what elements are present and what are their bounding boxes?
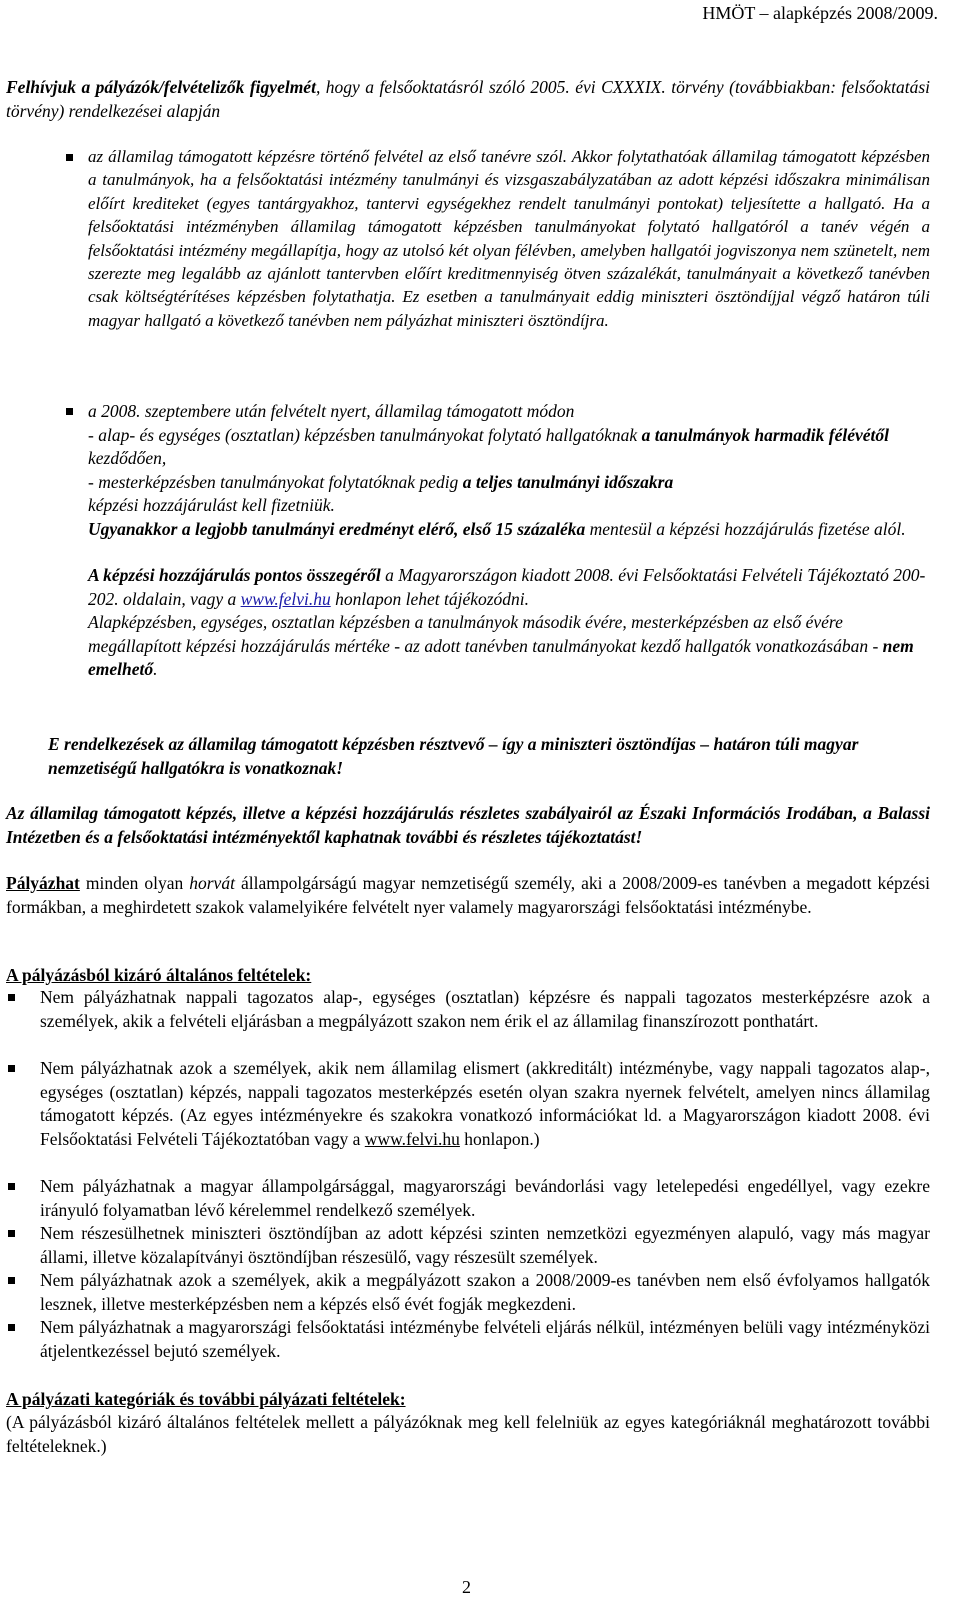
- eligibility-lead: Pályázhat: [6, 873, 80, 893]
- exclusion-heading: A pályázásból kizáró általános feltételek:: [6, 965, 312, 985]
- fee-exemption-bold: Ugyanakkor a legjobb tanulmányi eredményt elérő, első 15 százaléka: [88, 518, 586, 539]
- bullet-continuation-rule: az államilag támogatott képzésre történő felvétel az első tanévre szól. Akkor folytathatóak államilag támogatott képzésben a tanulmányok, ha a felsőoktatási intézmény tanulmányi és vizsgaszabályzatában az adott képzési időszakra minimálisan előírt krediteket (egyes tantárgyakhoz, tantervi egységekhez rendelt tanulmányi pontokat) teljesítette a hallgató. Ha a felsőoktatási intézményben államilag támogatott képzésben tanulmányokat folytató hallgatóról a tanév végén a felsőoktatási intézmény megállapítja, hogy az utolsó két olyan félévben, amelyben hallgatói jogviszonya nem szünetelt, nem szerezte meg legalább az ajánlott tantervben előírt kreditmennyiség ötven százalékát, tanulmányait a következő tanévben csak költségtérítéses képzésben folytathatja. Ez esetben a tanulmányait eddig miniszteri ösztöndíjjal végző határon túli magyar hallgató a következő tanévben nem pályázhat miniszteri ösztöndíjra.: [88, 147, 930, 330]
- bullet-fee-rule: [88, 400, 930, 682]
- exclusion-item: Nem pályázhatnak azok a személyek, akik a megpályázott szakon a 2008/2009-es tanévben nem első évfolyamos hallgatók lesznek, illetve mesterképzésben nem a képzés első évét fogják megkezdeni.: [40, 1270, 930, 1314]
- bullet-marker: [8, 1183, 15, 1190]
- fee-no-increase: [88, 611, 930, 682]
- fee-dash-2: [88, 471, 930, 495]
- fee-dash-1-tail: kezdődően,: [88, 448, 167, 468]
- fee-no-increase-bold: nem emelhető: [88, 635, 914, 679]
- bullet-marker: [66, 154, 73, 161]
- exclusion-item-2-tail: honlapon.): [459, 1128, 540, 1149]
- fee-exemption-tail: mentesül a képzési hozzájárulás fizetése alól.: [585, 518, 906, 539]
- applicability-note: E rendelkezések az államilag támogatott képzésben résztvevő – így a miniszteri ösztöndíjas – határon túli magyar nemzetiségű hallgatókra is vonatkoznak!: [48, 734, 859, 778]
- fee-dash-2-bold: a teljes tanulmányi időszakra: [462, 471, 674, 492]
- fee-amount-bold: A képzési hozzájárulás pontos összegéről: [88, 565, 381, 585]
- fee-amount-tail: honlapon lehet tájékozódni.: [330, 588, 530, 609]
- fee-dash-1-text: - alap- és egységes (osztatlan) képzésben tanulmányokat folytató hallgatóknak: [88, 424, 642, 445]
- bullet-marker: [8, 1230, 15, 1237]
- fee-dash-2-text: - mesterképzésben tanulmányokat folytatóknak pedig: [88, 471, 463, 492]
- eligibility-paragraph: [6, 871, 930, 919]
- intro-lead: Felhívjuk a pályázók/felvételizők figyelmét: [6, 77, 316, 97]
- fee-no-increase-text: Alapképzésben, egységes, osztatlan képzésben a tanulmányok második évére, mesterképzésben az első évére megállapított képzési hozzájárulás mértéke - az adott tanévben tanulmányokat kezdő hallgatók vonatkozásában -: [88, 612, 883, 656]
- bullet-marker: [8, 1277, 15, 1284]
- exclusion-item: Nem pályázhatnak a magyarországi felsőoktatási intézménybe felvételi eljárás nélkül, intézményen belüli vagy intézményközi átjelentkezéssel bejutó személyek.: [40, 1317, 930, 1361]
- page-number: 2: [462, 1577, 471, 1597]
- felvi-link[interactable]: www.felvi.hu: [240, 588, 331, 609]
- exclusion-item: Nem pályázhatnak a magyar állampolgársággal, magyarországi bevándorlási vagy letelepedési engedéllyel, vagy ezekre irányuló folyamatban lévő kérelemmel rendelkező személyek.: [40, 1176, 930, 1220]
- bullet-marker: [66, 408, 73, 415]
- intro-rest: , hogy a felsőoktatásról szóló 2005. évi CXXXIX. törvény (továbbiakban: felsőoktatási törvény) rendelkezései alapján: [6, 77, 930, 121]
- exclusion-item: Nem részesülhetnek miniszteri ösztöndíjban az adott képzési szinten nemzetközi egyezményen alapuló, vagy más magyar állami, illetve közalapítványi ösztöndíjban részesülő, vagy részesült személyek.: [40, 1223, 930, 1267]
- fee-dash-1: [88, 424, 930, 471]
- exclusion-item: [40, 1057, 930, 1151]
- categories-heading: A pályázati kategóriák és további pályázati feltételek:: [6, 1389, 406, 1409]
- fee-exemption: [88, 518, 930, 542]
- eligibility-citizenship: horvát: [189, 873, 235, 893]
- running-header: HMÖT – alapképzés 2008/2009.: [702, 3, 938, 23]
- exclusion-item-2-text: Nem pályázhatnak azok a személyek, akik nem államilag elismert (akkreditált) intézménybe, vagy nappali tagozatos alap-, egységes (osztatlan) képzés, nappali tagozatos mesterképzés esetén olyan szakra nyernek felvételt, amelyen nincs államilag támogatott képzés. (Az egyes intézményekre és szakokra vonatkozó információkat ld. a Magyarországon kiadott 2008. évi Felsőoktatási Felvételi Tájékoztatóban vagy a: [40, 1058, 930, 1149]
- bullet-marker: [8, 1065, 15, 1072]
- fee-dash-1-bold: a tanulmányok harmadik félévétől: [641, 424, 889, 445]
- bullet-marker: [8, 1324, 15, 1331]
- intro-paragraph: [6, 75, 930, 123]
- fee-line-1: a 2008. szeptembere után felvételt nyert, államilag támogatott módon: [88, 401, 575, 421]
- fee-amount-info: [88, 564, 930, 611]
- fee-line: képzési hozzájárulást kell fizetniük.: [88, 495, 335, 515]
- felvi-link[interactable]: www.felvi.hu: [364, 1128, 460, 1149]
- bullet-marker: [8, 994, 15, 1001]
- eligibility-mid: minden olyan: [79, 873, 190, 893]
- categories-text: (A pályázásból kizáró általános feltételek mellett a pályázóknak meg kell felelniük az egyes kategóriáknál meghatározott további feltételeknek.): [6, 1412, 930, 1456]
- exclusion-item: Nem pályázhatnak nappali tagozatos alap-, egységes (osztatlan) képzésre és nappali tagozatos mesterképzésre azok a személyek, akik a felvételi eljárásban a megpályázott szakon nem érik el az államilag finanszírozott ponthatárt.: [40, 987, 930, 1031]
- information-note: Az államilag támogatott képzés, illetve a képzési hozzájárulás részletes szabályairól az Északi Információs Irodában, a Balassi Intézetben és a felsőoktatási intézményektől kaphatnak további és részletes tájékoztatást!: [6, 803, 930, 847]
- fee-amount-mid: a Magyarországon kiadott 2008. évi Felsőoktatási Felvételi Tájékoztató 200-202. oldalain, vagy a: [88, 565, 926, 609]
- fee-no-increase-end: .: [153, 659, 158, 679]
- eligibility-rest: állampolgárságú magyar nemzetiségű személy, aki a 2008/2009-es tanévben a megadott képzési formákban, a meghirdetett szakok valamelyikére felvételt nyer valamely magyarországi felsőoktatási intézménybe.: [6, 873, 930, 917]
